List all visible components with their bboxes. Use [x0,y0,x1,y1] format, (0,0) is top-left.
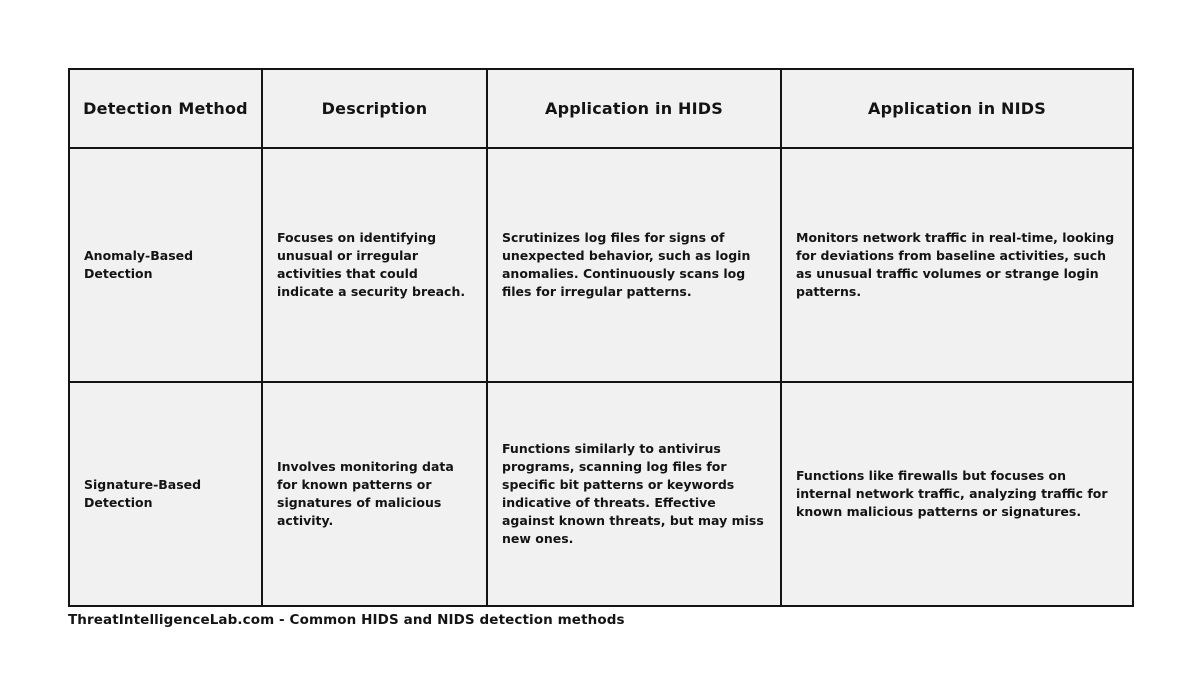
cell-nids-signature: Functions like firewalls but focuses on internal network traffic, analyzing traffic for known malicious patterns or signatures. [781,382,1133,606]
cell-nids-anomaly: Monitors network traffic in real-time, looking for deviations from baseline activities, such as unusual traffic volumes or strange login patterns. [781,148,1133,382]
column-header-description: Description [262,69,487,148]
table-row-anomaly-based [69,148,1133,382]
header-row [69,69,1133,148]
cell-method-anomaly: Anomaly-Based Detection [69,148,262,382]
column-header-application-hids: Application in HIDS [487,69,781,148]
cell-description-signature: Involves monitoring data for known patterns or signatures of malicious activity. [262,382,487,606]
footer-caption: ThreatIntelligenceLab.com - Common HIDS and NIDS detection methods [68,612,625,628]
cell-description-anomaly: Focuses on identifying unusual or irregular activities that could indicate a security breach. [262,148,487,382]
table-row-signature-based [69,382,1133,606]
detection-methods-table [68,68,1134,607]
column-header-detection-method: Detection Method [69,69,262,148]
cell-hids-signature: Functions similarly to antivirus programs, scanning log files for specific bit patterns or keywords indicative of threats. Effective against known threats, but may miss new ones. [487,382,781,606]
cell-method-signature: Signature-Based Detection [69,382,262,606]
column-header-application-nids: Application in NIDS [781,69,1133,148]
cell-hids-anomaly: Scrutinizes log files for signs of unexpected behavior, such as login anomalies. Continuously scans log files for irregular patterns. [487,148,781,382]
